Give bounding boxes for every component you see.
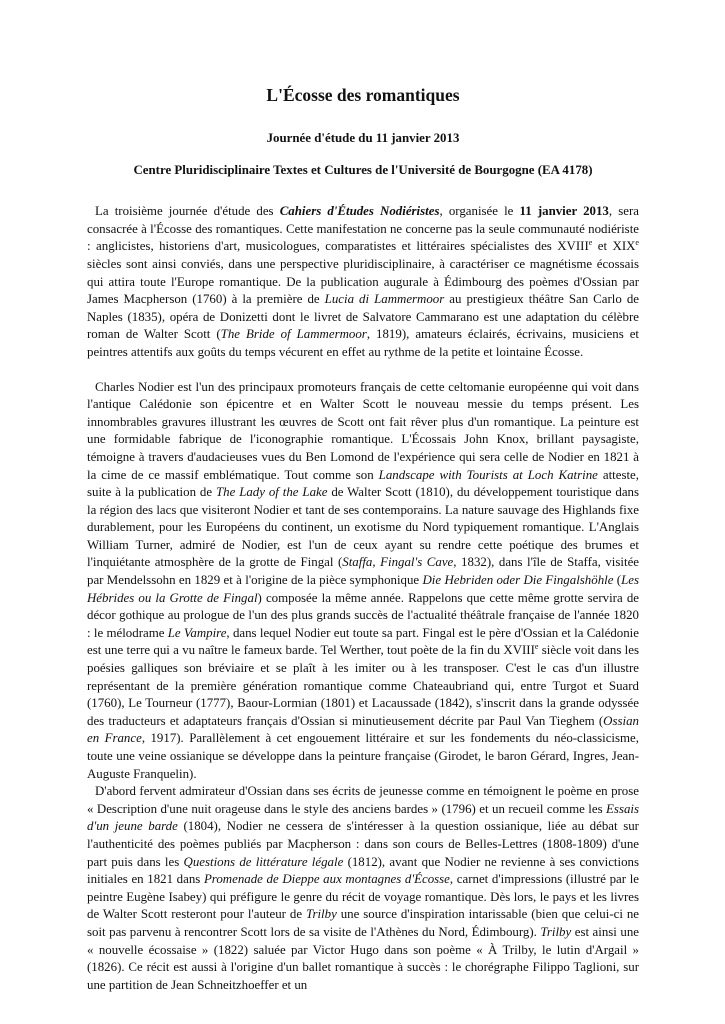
italic-title: Les Hébrides ou la Grotte de Fingal (87, 573, 640, 605)
journal-title: Cahiers d'Études Nodiéristes (279, 204, 440, 219)
italic-title: Lucia di Lammermoor (324, 292, 445, 307)
text-run: , 1917). Parallèlement à cet engouement littéraire et sur les fondements du néo-classicisme, toute une veine ossianique se développe dans la peinture française (Girodet, le baron Gérard, Ingres, Jean-Auguste Franquelin). (87, 731, 639, 781)
superscript: e (534, 642, 539, 652)
paragraph-2 (87, 379, 639, 784)
paragraph-3 (87, 783, 639, 994)
text-run: est ainsi une « nouvelle écossaise » (1822) saluée par Victor Hugo dans son poème « À Trilby, le lutin d'Argail » (1826). Ce récit est aussi à l'origine d'un ballet romantique à succès : le chorégraphe Filippo Taglioni, sur une partition de Jean Schneitzhoeffer et un (87, 924, 640, 992)
italic-title: The Bride of Lammermoor (220, 327, 367, 342)
text-run: siècles sont ainsi conviés, dans une perspective pluridisciplinaire, à caractériser ce magnétisme écossais qui attira toute l'Europe romantique. De la publication augurale à Édimbourg des poèmes d'Ossian par James Macpherson (1760) à la première de (87, 256, 639, 307)
text-run: , 1819), amateurs éclairés, écrivains, musiciens et peintres attentifs aux goûts du temps vécurent en effet au rythme de la petite et lointaine Écosse. (87, 327, 640, 359)
page-title: L'Écosse des romantiques (266, 85, 460, 105)
text-run: de Walter Scott (1810), du développement touristique dans la région des lacs que visiteront Nodier et tant de ses contemporains. La nature sauvage des Highlands fixe durablement, pour les Européens du continent, un exotisme du Nord typiquement romantique. L'Anglais William Turner, admiré de Nodier, est l'un de ceux ayant su rendre cette poétique des brumes et l'inquiétante atmosphère de la grotte de Fingal ( (87, 485, 640, 570)
event-date-inline: 11 janvier 2013 (519, 204, 609, 219)
text-run: au prestigieux théâtre San Carlo de Naples (1835), opéra de Donizetti dont le livret de Salvatore Cammarano est une adaptation du célèbre roman de Walter Scott ( (87, 292, 639, 342)
text-run: ( (613, 573, 622, 588)
superscript: e (588, 238, 593, 248)
italic-title: Trilby (540, 924, 572, 939)
text-run: et XIX (592, 239, 636, 254)
text-run: , 1832), dans l'île de Staffa, visitée par Mendelssohn en 1829 et à l'origine de la pièce symphonique (87, 555, 640, 588)
text-run: ) composée la même année. Rappelons que cette même grotte servira de décor gothique au prologue de l'un des plus grands succès de l'actualité théâtrale française de l'année 1820 : le mélodrame (87, 590, 639, 640)
text-run: siècle voit dans les poésies galliques son bréviaire et se plaît à les imiter ou à les transposer. C'est le cas d'un illustre représentant de la première génération romantique comme Chateaubriand qui, entre Turgot et Suard (1760), Le Tourneur (1777), Baour-Lormian (1801) et Lacaussade (1842), s'inscrit dans la grande odyssée des traducteurs et adaptateurs français d'Ossian si minutieusement décrite par Paul Van Tieghem ( (87, 643, 639, 728)
italic-title: Staffa, Fingal's Cave (342, 555, 454, 570)
superscript: e (635, 238, 639, 248)
text-run: La troisième journée d'étude des (95, 204, 280, 219)
text-run: , dans lequel Nodier eut toute sa part. Fingal est le père d'Ossian et la Calédonie est une terre qui a vu naître le fameux barde. Tel Werther, tout poète de la fin du XVIII (87, 625, 639, 658)
italic-title: Essais d'un jeune barde (87, 801, 639, 834)
text-run: une source d'inspiration intarissable (bien que celui-ci ne soit pas parvenu à rencontrer Scott lors de sa visite de l'Athènes du Nord, Édimbourg). (87, 907, 640, 939)
text-run: (1804), Nodier ne cessera de s'intéresser à la question ossianique, liée au débat sur l'authenticité des poèmes publiés par Macpherson : dans son cours de Belles-Lettres (1808-1809) d'une part puis dans les (87, 819, 639, 869)
italic-title: Questions de littérature légale (183, 854, 344, 869)
italic-title: Promenade de Dieppe aux montagnes d'Écosse (203, 872, 450, 887)
text-run: D'abord fervent admirateur d'Ossian dans ses écrits de jeunesse comme en témoignent le poème en prose « Description d'une nuit orageuse dans le style des anciens bardes » (1796) et un recueil comme les (87, 784, 639, 816)
text-run: , carnet d'impressions (illustré par le peintre Eugène Isabey) qui préfigure le genre du récit de voyage romantique. Dès lors, le pays et les livres de Walter Scott resteront pour l'auteur de (87, 872, 639, 922)
italic-title: Ossian en France (87, 713, 639, 746)
text-run: , organisée le (439, 204, 520, 219)
event-date: Journée d'étude du 11 janvier 2013 (266, 131, 460, 145)
paragraph-gap (87, 362, 639, 379)
text-run: Charles Nodier est l'un des principaux promoteurs français de cette celtomanie européenne qui voit dans l'antique Calédonie son épicentre et en Walter Scott le nouveau messie du temps présent. Les innombrables gravures illustrant les œuvres de Scott ont fait rêver plus d'un romantique. La peinture est une formidable fabrique de l'iconographie romantique. L'Écossais John Knox, brillant paysagiste, témoigne à travers d'audacieuses vues du Ben Lomond de l'expérience qui sera celle de Nodier en 1821 à la cime de ce massif emblématique. Tout comme son (87, 379, 639, 482)
paragraph-1 (87, 203, 639, 361)
italic-title: Trilby (305, 907, 337, 922)
text-run: (1812), avant que Nodier ne revienne à ses convictions initiales en 1821 dans (87, 854, 639, 887)
italic-title: Die Hebriden oder Die Fingalshöhle (422, 573, 614, 588)
organizer: Centre Pluridisciplinaire Textes et Cultures de l'Université de Bourgogne (EA 4178) (133, 162, 593, 177)
text-run: , sera consacrée à l'Écosse des romantiques. Cette manifestation ne concerne pas la seule communauté nodiériste : anglicistes, historiens d'art, musicologues, comparatistes et littéraires spécialistes des XVIII (87, 204, 639, 254)
italic-title: The Lady of the Lake (215, 485, 328, 500)
italic-title: Landscape with Tourists at Loch Katrine (378, 467, 598, 482)
italic-title: Le Vampire (167, 625, 227, 640)
text-run: atteste, suite à la publication de (87, 467, 639, 500)
